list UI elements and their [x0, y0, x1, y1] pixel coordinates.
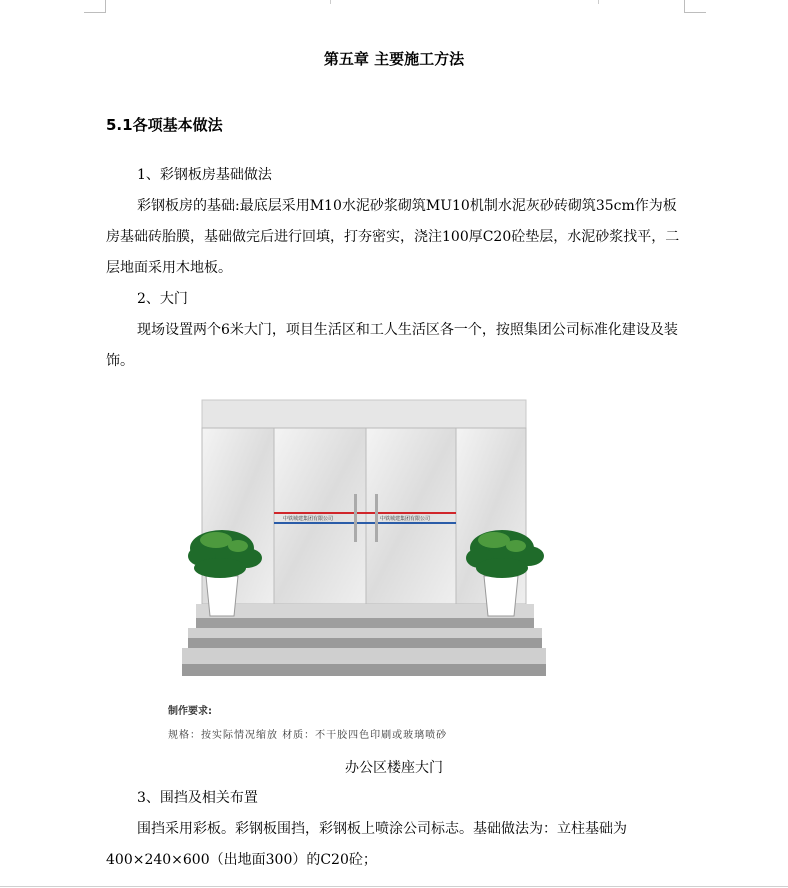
- figure-caption: 办公区楼座大门: [345, 760, 443, 776]
- item-body: 围挡采用彩板。彩钢板围挡，彩钢板上喷涂公司标志。基础做法为：立柱基础为400×240×600（出地面300）的C20砼；: [106, 821, 627, 868]
- item-heading: 1、彩钢板房基础做法: [137, 167, 272, 183]
- margin-mark: [330, 0, 341, 4]
- door-band-text-left: 中铁城建集团有限公司: [283, 516, 334, 522]
- margin-mark: [684, 0, 706, 13]
- requirements-title: 制作要求:: [168, 706, 212, 717]
- item-heading: 3、围挡及相关布置: [137, 790, 258, 806]
- item-block: [106, 783, 686, 876]
- item-block: [106, 284, 686, 377]
- item-block: [106, 160, 686, 284]
- item-body: 现场设置两个6米大门，项目生活区和工人生活区各一个，按照集团公司标准化建设及装饰。: [106, 322, 678, 369]
- margin-mark: [684, 0, 685, 12]
- section-title: 5.1各项基本做法: [106, 116, 223, 134]
- margin-mark: [588, 0, 599, 4]
- item-body: 彩钢板房的基础:最底层采用M10水泥砂浆砌筑MU10机制水泥灰砂砖砌筑35cm作为板房基础砖胎膜，基础做完后进行回填，打夯密实，浇注100厚C20砼垫层，水泥砂浆找平，二层地面采用木地板。: [106, 198, 680, 276]
- item-heading: 2、大门: [137, 291, 188, 307]
- page-edge: [0, 886, 788, 887]
- margin-mark: [105, 0, 106, 12]
- chapter-title: 第五章 主要施工方法: [323, 50, 465, 68]
- requirements-text: 规格：按实际情况缩放 材质：不干胶四色印刷或玻璃喷砂: [168, 730, 448, 741]
- margin-mark: [84, 0, 106, 13]
- door-band-text-right: 中铁城建集团有限公司: [380, 516, 431, 522]
- gate-illustration: [180, 398, 550, 690]
